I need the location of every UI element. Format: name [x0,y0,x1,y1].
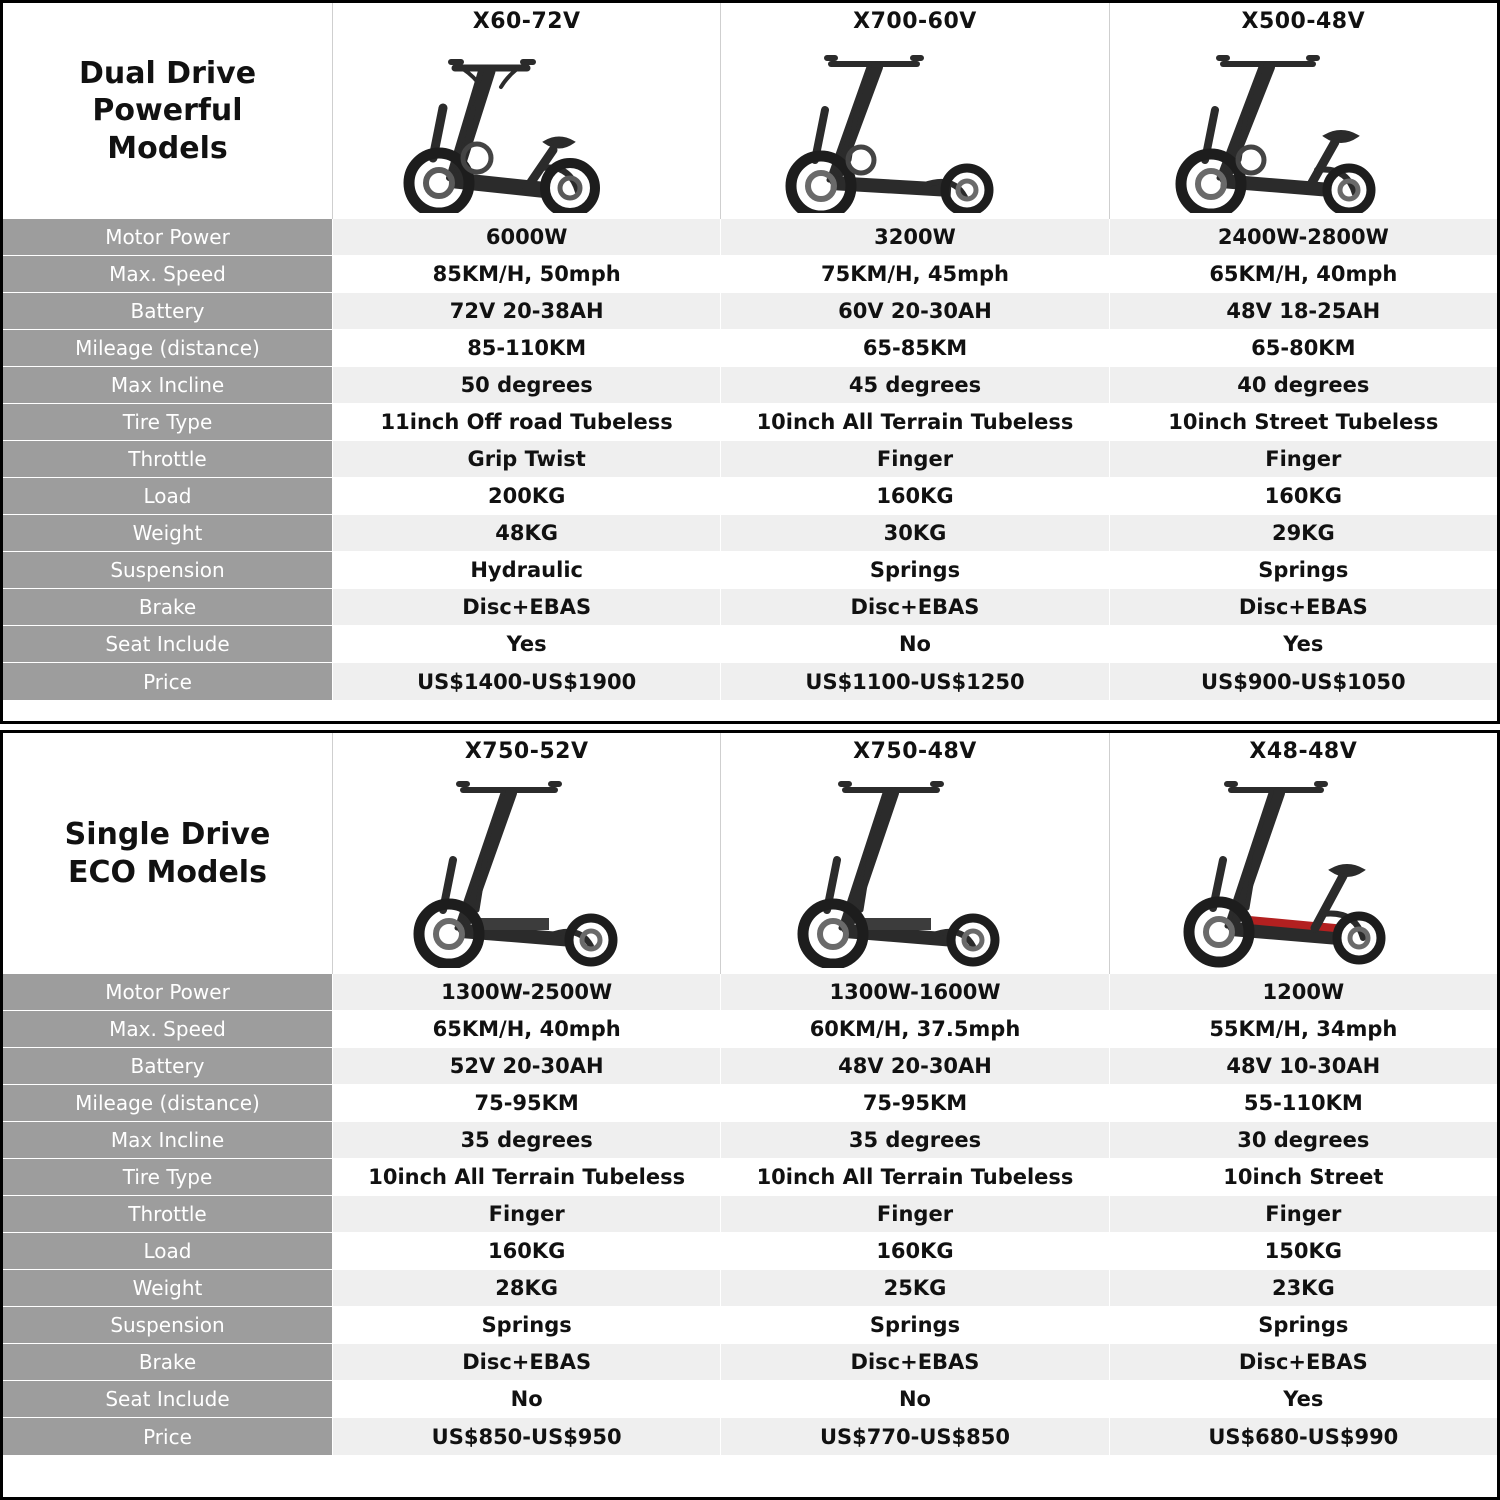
scooter-icon [333,38,720,219]
spec-table-single-drive [3,974,1497,1455]
scooter-icon [1110,38,1497,219]
model-column [721,3,1109,219]
spec-label: Weight [3,515,333,552]
spec-value: 160KG [333,1233,721,1270]
table-row [3,1196,1497,1233]
model-name: X60-72V [472,9,581,34]
spec-label: Max. Speed [3,1011,333,1048]
model-name: X48-48V [1249,739,1358,765]
table-row [3,1307,1497,1344]
spec-value: 60KM/H, 37.5mph [721,1011,1109,1048]
spec-value: 3200W [721,219,1109,256]
spec-value: Yes [1110,626,1497,663]
spec-label: Motor Power [3,219,333,256]
spec-label: Seat Include [3,626,333,663]
spec-value: Springs [1110,1307,1497,1344]
spec-value: 2400W-2800W [1110,219,1497,256]
spec-value: 65KM/H, 40mph [1110,256,1497,293]
table-row [3,293,1497,330]
spec-label: Load [3,478,333,515]
spec-value: Disc+EBAS [721,1344,1109,1381]
spec-value: 10inch Street [1110,1159,1497,1196]
spec-value: 160KG [1110,478,1497,515]
spec-value: 60V 20-30AH [721,293,1109,330]
spec-label: Throttle [3,441,333,478]
spec-value: 10inch All Terrain Tubeless [333,1159,721,1196]
spec-label: Price [3,1418,333,1455]
spec-value: 85KM/H, 50mph [333,256,721,293]
table-row [3,626,1497,663]
spec-label: Brake [3,589,333,626]
spec-value: 28KG [333,1270,721,1307]
spec-value: 65KM/H, 40mph [333,1011,721,1048]
spec-value: 1300W-2500W [333,974,721,1011]
spec-value: Springs [721,1307,1109,1344]
spec-value: Hydraulic [333,552,721,589]
table-row [3,330,1497,367]
spec-value: 160KG [721,478,1109,515]
spec-value: 72V 20-38AH [333,293,721,330]
spec-value: 55KM/H, 34mph [1110,1011,1497,1048]
spec-table-dual-drive [3,219,1497,700]
category-title-dual-drive [3,3,333,219]
spec-value: Disc+EBAS [1110,1344,1497,1381]
spec-value: 48KG [333,515,721,552]
spec-value: Disc+EBAS [721,589,1109,626]
spec-label: Max. Speed [3,256,333,293]
spec-value: Springs [721,552,1109,589]
spec-value: 55-110KM [1110,1085,1497,1122]
spec-value: Finger [1110,1196,1497,1233]
table-row [3,552,1497,589]
spec-value: No [721,626,1109,663]
spec-label: Load [3,1233,333,1270]
table-row [3,974,1497,1011]
table-row [3,1048,1497,1085]
spec-value: Disc+EBAS [333,1344,721,1381]
category-line: ECO Models [68,854,267,890]
table-row [3,1085,1497,1122]
spec-value-price: US$850-US$950 [333,1418,721,1455]
table-row [3,1122,1497,1159]
table-row [3,1011,1497,1048]
spec-label: Seat Include [3,1381,333,1418]
spec-value: 10inch All Terrain Tubeless [721,404,1109,441]
spec-value: 85-110KM [333,330,721,367]
spec-value: 23KG [1110,1270,1497,1307]
table-row [3,367,1497,404]
model-column [1110,733,1497,974]
spec-value: Finger [721,441,1109,478]
spec-label: Tire Type [3,1159,333,1196]
spec-value: 10inch All Terrain Tubeless [721,1159,1109,1196]
spec-value: 75-95KM [333,1085,721,1122]
spec-value-price: US$900-US$1050 [1110,663,1497,700]
scooter-icon [721,38,1108,219]
table-row [3,404,1497,441]
spec-value: No [721,1381,1109,1418]
spec-value: 35 degrees [333,1122,721,1159]
spec-value: 30KG [721,515,1109,552]
spec-value: 48V 20-30AH [721,1048,1109,1085]
spec-label: Max Incline [3,367,333,404]
section-header [3,733,1497,974]
spec-value-price: US$680-US$990 [1110,1418,1497,1455]
spec-value: 65-80KM [1110,330,1497,367]
model-column [721,733,1109,974]
spec-value-price: US$1100-US$1250 [721,663,1109,700]
spec-value: Yes [1110,1381,1497,1418]
spec-label: Suspension [3,1307,333,1344]
spec-value: 75KM/H, 45mph [721,256,1109,293]
section-dual-drive [0,0,1500,724]
table-row [3,1381,1497,1418]
table-row [3,1418,1497,1455]
spec-value: 160KG [721,1233,1109,1270]
spec-label: Mileage (distance) [3,1085,333,1122]
table-row [3,1344,1497,1381]
spec-label: Throttle [3,1196,333,1233]
table-row [3,515,1497,552]
table-row [3,441,1497,478]
model-columns [333,3,1497,219]
spec-value: 45 degrees [721,367,1109,404]
model-name: X750-48V [853,739,977,765]
spec-value: Yes [333,626,721,663]
model-column [333,3,721,219]
model-name: X500-48V [1241,9,1366,34]
spec-label: Max Incline [3,1122,333,1159]
model-column [333,733,721,974]
spec-label: Mileage (distance) [3,330,333,367]
section-header [3,3,1497,219]
spec-value: 10inch Street Tubeless [1110,404,1497,441]
table-row [3,478,1497,515]
category-title-single-drive [3,733,333,974]
spec-value: No [333,1381,721,1418]
spec-value: 1300W-1600W [721,974,1109,1011]
spec-value: 52V 20-30AH [333,1048,721,1085]
table-row [3,1159,1497,1196]
spec-value: 50 degrees [333,367,721,404]
scooter-icon [333,768,720,974]
spec-label: Tire Type [3,404,333,441]
model-column [1110,3,1497,219]
spec-value: 40 degrees [1110,367,1497,404]
spec-value: 35 degrees [721,1122,1109,1159]
section-single-drive [0,730,1500,1500]
scooter-icon [1110,768,1497,974]
spec-value: 25KG [721,1270,1109,1307]
spec-value: Finger [333,1196,721,1233]
spec-label: Battery [3,293,333,330]
spec-value: 48V 18-25AH [1110,293,1497,330]
spec-value: 200KG [333,478,721,515]
spec-value: Disc+EBAS [333,589,721,626]
spec-label: Battery [3,1048,333,1085]
spec-value: 150KG [1110,1233,1497,1270]
spec-value-price: US$770-US$850 [721,1418,1109,1455]
table-row [3,1233,1497,1270]
category-line: Single Drive [64,817,271,853]
spec-value: 65-85KM [721,330,1109,367]
model-name: X750-52V [464,739,589,765]
spec-label: Brake [3,1344,333,1381]
spec-value: 11inch Off road Tubeless [333,404,721,441]
spec-label: Suspension [3,552,333,589]
spec-value: 29KG [1110,515,1497,552]
spec-value: Finger [721,1196,1109,1233]
spec-label: Motor Power [3,974,333,1011]
table-row [3,219,1497,256]
spec-value: 30 degrees [1110,1122,1497,1159]
category-line: Powerful [92,93,243,129]
spec-value: 1200W [1110,974,1497,1011]
table-row [3,663,1497,700]
scooter-icon [721,768,1108,974]
spec-value: 6000W [333,219,721,256]
spec-value: Disc+EBAS [1110,589,1497,626]
category-line: Dual Drive [78,55,257,91]
model-name: X700-60V [853,9,977,34]
table-row [3,1270,1497,1307]
table-row [3,256,1497,293]
spec-value: Finger [1110,441,1497,478]
spec-value: 48V 10-30AH [1110,1048,1497,1085]
category-line: Models [107,130,228,166]
spec-value: Grip Twist [333,441,721,478]
spec-value-price: US$1400-US$1900 [333,663,721,700]
spec-value: 75-95KM [721,1085,1109,1122]
model-columns [333,733,1497,974]
spec-value: Springs [333,1307,721,1344]
table-row [3,589,1497,626]
spec-label: Price [3,663,333,700]
spec-value: Springs [1110,552,1497,589]
spec-label: Weight [3,1270,333,1307]
